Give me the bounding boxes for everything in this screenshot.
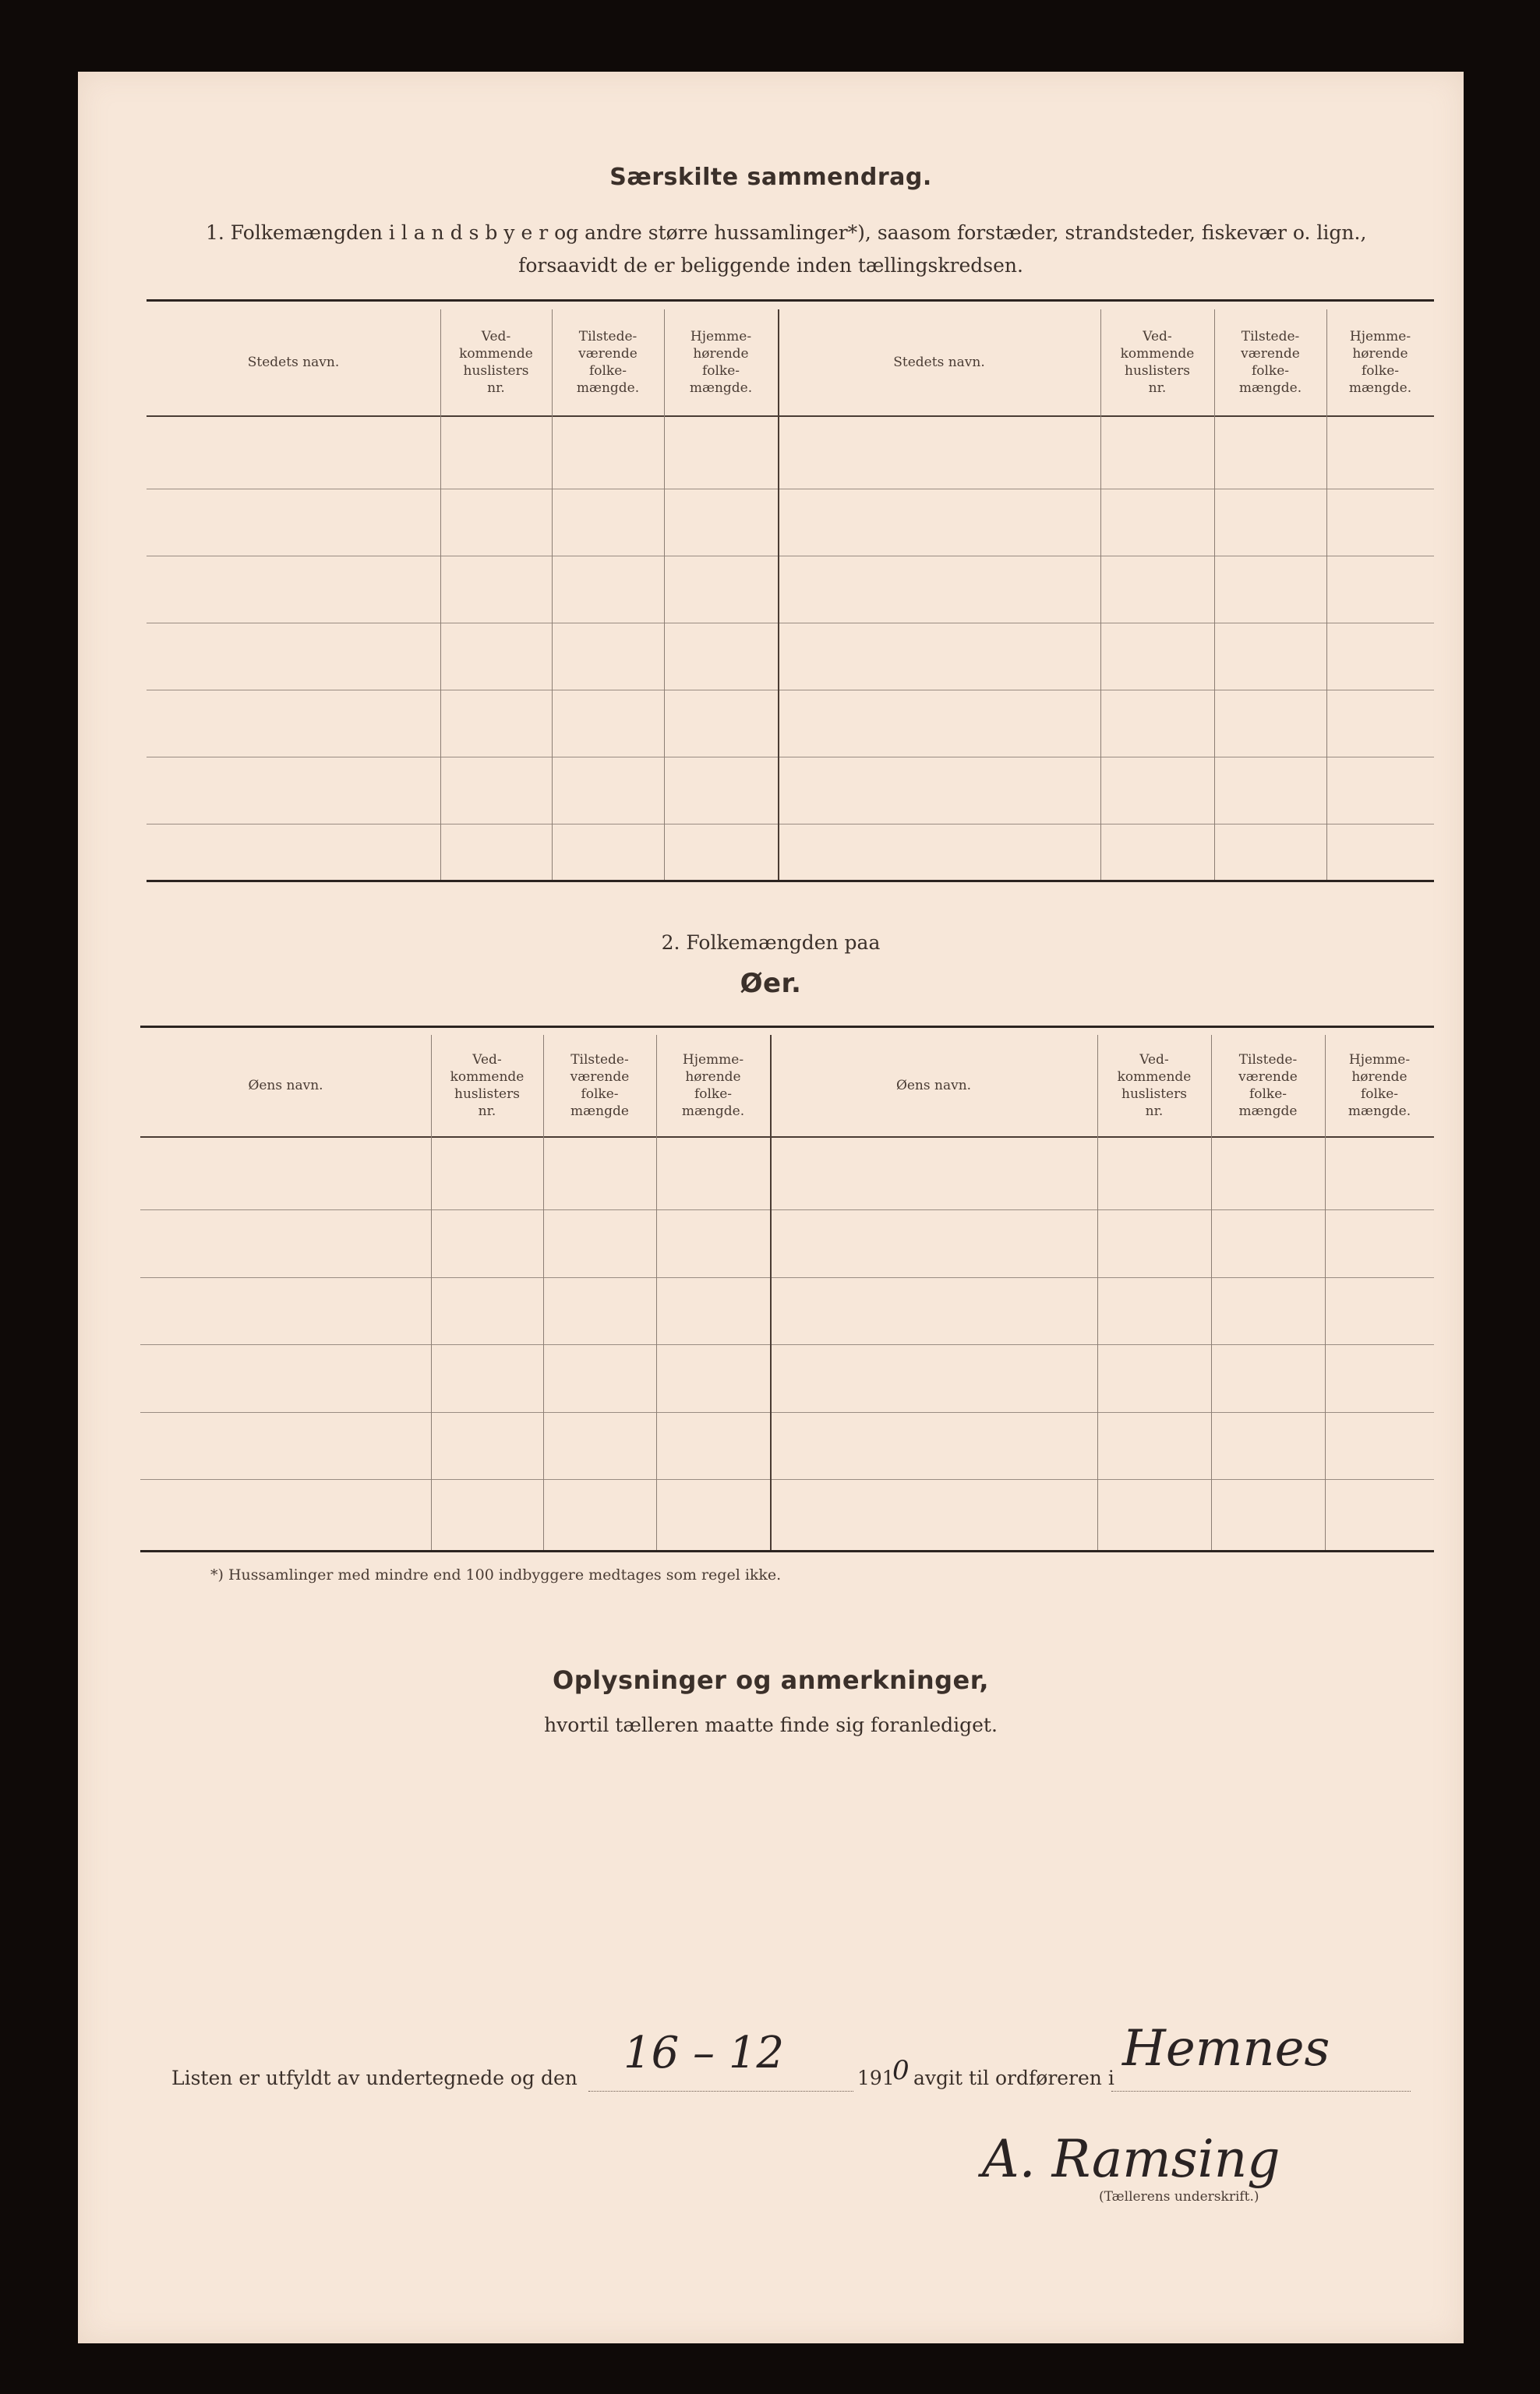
year-digit-handwritten: 0	[892, 2055, 910, 2086]
place-dotted-line	[1111, 2091, 1411, 2092]
header-island-name: Øens navn.	[248, 1078, 323, 1093]
table2-row-rule	[140, 1412, 1434, 1413]
date-handwritten: 16 – 12	[623, 2028, 785, 2078]
header-list-number: Ved- kommende huslisters nr.	[450, 1052, 525, 1119]
header-present-population: Tilstede- værende folke- mængde	[570, 1052, 630, 1119]
header-present-population: Tilstede- værende folke- mængde	[1238, 1052, 1298, 1119]
table2-row-rule	[140, 1344, 1434, 1345]
table2-header-rule	[140, 1136, 1434, 1138]
table1-bottom-rule	[147, 880, 1434, 882]
signature-prefix-text: Listen er utfyldt av undertegnede og den	[171, 2067, 578, 2089]
header-list-number: Ved- kommende huslisters nr.	[459, 329, 533, 396]
table2-bottom-rule	[140, 1550, 1434, 1552]
section2-title: Øer.	[740, 968, 802, 999]
table1-top-rule	[147, 299, 1434, 302]
place-handwritten: Hemnes	[1122, 2020, 1330, 2078]
table2-row-rule	[140, 1209, 1434, 1210]
signature-label: (Tællerens underskrift.)	[1099, 2189, 1259, 2205]
header-list-number: Ved- kommende huslisters nr.	[1117, 1052, 1192, 1119]
signature-middle-text: avgit til ordføreren i	[913, 2067, 1114, 2089]
remarks-title: Oplysninger og anmerkninger,	[553, 1665, 989, 1695]
header-resident-population: Hjemme- hørende folke- mængde.	[1348, 1052, 1411, 1119]
census-form-page	[78, 72, 1464, 2343]
header-place-name: Stedets navn.	[893, 355, 985, 370]
section1-intro-line1: 1. Folkemængden i l a n d s b y e r og andre større hussamlinger*), saasom forstæder, strandsteder, fiskevær o. lign.,	[206, 221, 1367, 244]
section-title: Særskilte sammendrag.	[609, 164, 932, 191]
table1-header-rule	[147, 415, 1434, 417]
section1-intro-line2: forsaavidt de er beliggende inden tællingskredsen.	[518, 254, 1023, 277]
header-resident-population: Hjemme- hørende folke- mængde.	[1348, 329, 1412, 396]
header-place-name: Stedets navn.	[247, 355, 340, 370]
enumerator-signature: A. Ramsing	[982, 2129, 1280, 2189]
header-resident-population: Hjemme- hørende folke- mængde.	[689, 329, 753, 396]
table2-top-rule	[140, 1026, 1434, 1028]
header-island-name: Øens navn.	[895, 1078, 972, 1093]
footnote: *) Hussamlinger med mindre end 100 indbyggere medtages som regel ikke.	[210, 1566, 782, 1584]
table2-row-rule	[140, 1277, 1434, 1278]
table2-row-rule	[140, 1479, 1434, 1480]
year-prefix: 191	[857, 2067, 895, 2089]
header-resident-population: Hjemme- hørende folke- mængde.	[681, 1052, 745, 1119]
date-dotted-line	[588, 2091, 853, 2092]
header-present-population: Tilstede- værende folke- mængde.	[576, 329, 640, 396]
section2-intro: 2. Folkemængden paa	[661, 931, 881, 954]
remarks-subtitle: hvortil tælleren maatte finde sig foranlediget.	[544, 1714, 998, 1736]
header-list-number: Ved- kommende huslisters nr.	[1120, 329, 1195, 396]
header-present-population: Tilstede- værende folke- mængde.	[1238, 329, 1302, 396]
